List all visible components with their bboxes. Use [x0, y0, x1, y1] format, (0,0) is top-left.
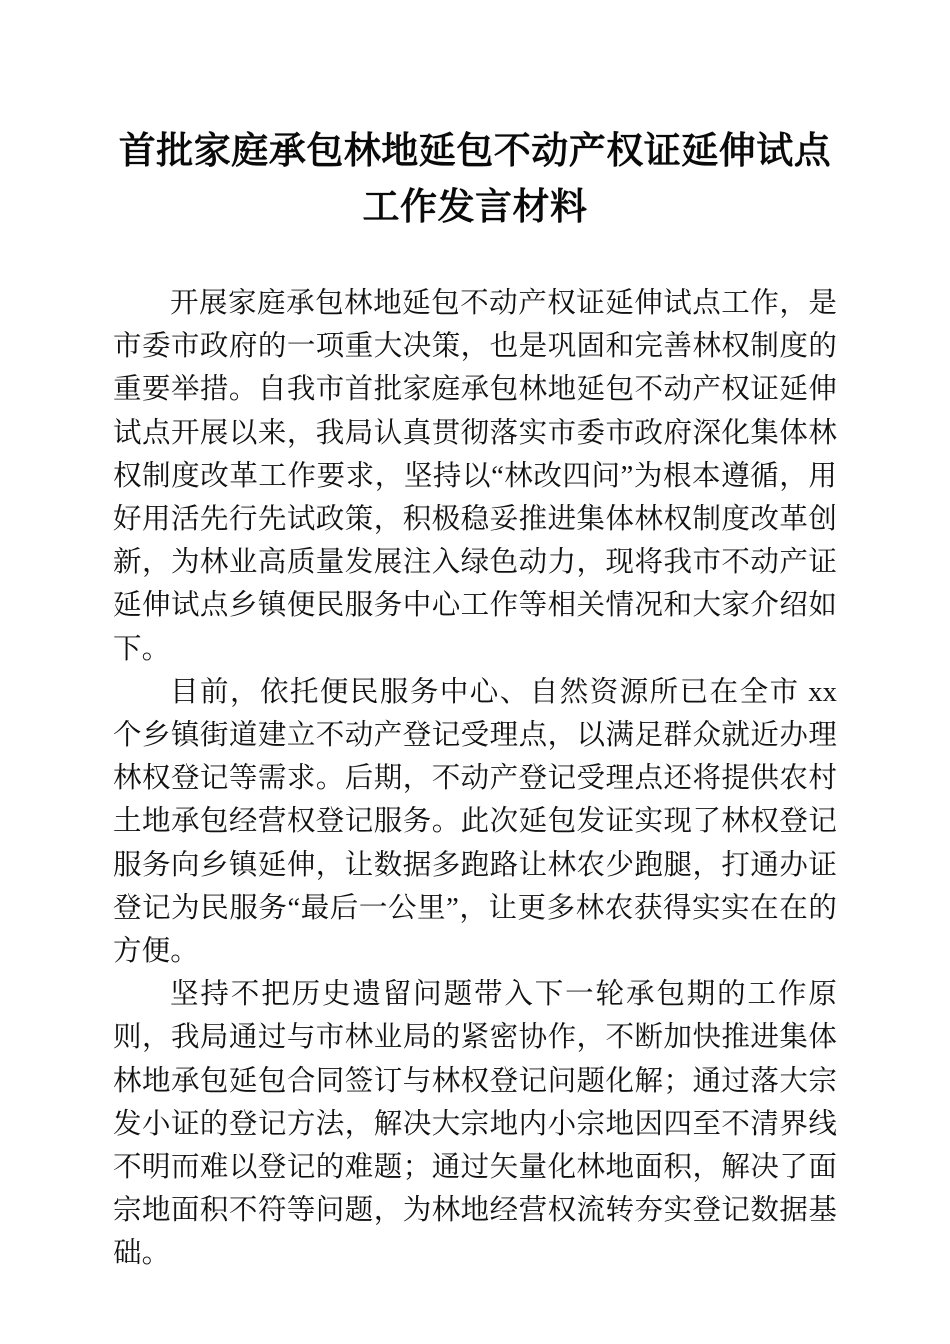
- body-paragraph-2: 目前，依托便民服务中心、自然资源所已在全市 xx 个乡镇街道建立不动产登记受理点，以满足群众就近办理林权登记等需求。后期，不动产登记受理点还将提供农村土地承包经营权登记服务。此次延包发证实现了林权登记服务向乡镇延伸，让数据多跑路让林农少跑腿，打通办证登记为民服务“最后一公里”，让更多林农获得实实在在的方便。: [113, 676, 837, 968]
- body-paragraph-1: 开展家庭承包林地延包不动产权证延伸试点工作，是市委市政府的一项重大决策，也是巩固和完善林权制度的重要举措。自我市首批家庭承包林地延包不动产权证延伸试点开展以来，我局认真贯彻落实市委市政府深化集体林权制度改革工作要求，坚持以“林改四问”为根本遵循，用好用活先行先试政策，积极稳妥推进集体林权制度改革创新，为林业高质量发展注入绿色动力，现将我市不动产证延伸试点乡镇便民服务中心工作等相关情况和大家介绍如下。: [113, 288, 837, 665]
- document-body: [113, 0, 837, 1276]
- body-paragraph-3: 坚持不把历史遗留问题带入下一轮承包期的工作原则，我局通过与市林业局的紧密协作，不断加快推进集体林地承包延包合同签订与林权登记问题化解；通过落大宗发小证的登记方法，解决大宗地内小宗地因四至不清界线不明而难以登记的难题；通过矢量化林地面积，解决了面宗地面积不符等问题，为林地经营权流转夯实登记数据基础。: [113, 979, 837, 1270]
- document-paragraphs: [113, 282, 837, 1276]
- document-title: 首批家庭承包林地延包不动产权证延伸试点工作发言材料: [118, 131, 832, 228]
